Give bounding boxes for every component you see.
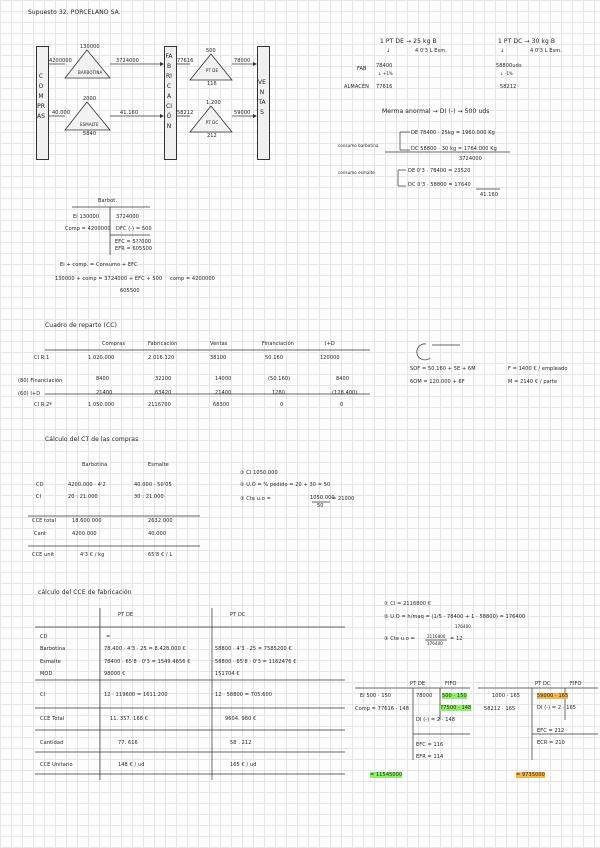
reparto-row-3-v1: 2116700	[148, 402, 171, 408]
fab-cu1: 148 € / ud	[118, 762, 145, 768]
fabricacion-label: FABRICACIÓN	[165, 53, 173, 130]
barbot-header: Barbot.	[98, 198, 118, 204]
reparto-row-0-v0: 1.020.000	[88, 355, 115, 361]
ptde-top: 500	[206, 48, 216, 54]
fab-barb1: 78.400 · 4'3 · 25 = 8.428.000 €	[104, 646, 186, 652]
cb-label: consumo barbotina	[338, 143, 379, 148]
reparto-row-0-v4: 120000	[320, 355, 340, 361]
compras-note3: ③ Cte u.o =	[240, 496, 271, 502]
cb-line1: DE 78400 · 25kg = 1960.000 Kg	[411, 130, 495, 136]
reparto-row-1-v3: (50.160)	[268, 376, 291, 382]
esmalte-label: ESMALTE	[80, 122, 99, 127]
ptdc-t-f1: 59000 · 165	[537, 693, 569, 699]
fab-ci-label: CI	[40, 692, 46, 698]
reparto-res1: F = 1400 € / empleado	[508, 366, 568, 372]
compras-note3-den: 50	[317, 503, 324, 509]
fab-calc-title: cálculo del CCE de fabricación	[38, 589, 132, 596]
barbotina-label: BARBOTINA	[78, 70, 103, 75]
fab-ct1: 11. 357. 168 €	[110, 716, 148, 722]
fab-mod-label: MOD	[40, 671, 53, 677]
ptdc-top: 1.200	[206, 100, 221, 106]
barbot-efc: EFC = 5??000	[115, 239, 152, 245]
fab-mod2: 151704 €	[215, 671, 240, 677]
reparto-row-0-v1: 2.016.120	[148, 355, 175, 361]
compras-cd1: 4200.000 · 4'2	[68, 482, 106, 488]
ptdc-t-comp: 58212 · 165	[484, 706, 516, 712]
barbot-efr: EFR = 605500	[115, 246, 153, 252]
ptdc-t-efc: EFC = 212	[537, 728, 565, 734]
compras-total2: 2632.000	[148, 518, 173, 524]
ratio-de-esm: 4 0'3 L Esm.	[415, 48, 447, 54]
alm-de: 77616	[376, 84, 393, 90]
reparto-row-2-v4: (128.400)	[332, 390, 358, 396]
barbot-comp: Comp = 4200000	[65, 226, 111, 232]
reparto-row-2-v0: 21400	[96, 390, 113, 396]
fab-mod1: 98000 €	[104, 671, 126, 677]
fab-cd-eq: =	[106, 634, 111, 640]
compras-total-label: CCE total	[32, 518, 57, 524]
alm-label: ALMACÉN	[344, 84, 369, 90]
fab-ct2: 9604. 980 €	[225, 716, 257, 722]
ptdc-left: 58212	[177, 110, 194, 116]
reparto-row-1-label: (80) Financiación	[18, 378, 63, 384]
reparto-row-1-v2: 14000	[215, 376, 232, 382]
fab-cant2: 58 . 212	[230, 740, 252, 746]
reparto-row-2-v2: 21400	[215, 390, 232, 396]
reparto-row-1-v4: 8400	[336, 376, 350, 382]
reparto-header-3: Financiación	[262, 341, 295, 347]
ptde-t-f1: 78000	[416, 693, 433, 699]
fab-cant1: 77. 616	[118, 740, 138, 746]
reparto-row-0-v3: 50.160	[265, 355, 284, 361]
reparto-row-2-v3: 1280	[272, 390, 286, 396]
ptdc-bottom: 212	[207, 133, 217, 139]
ptdc-triangle	[190, 106, 232, 132]
ptde-triangle	[190, 54, 232, 80]
reparto-row-0-label: CI R.1	[34, 355, 50, 361]
ptde-t-efc: EFC = 116	[416, 742, 444, 748]
compras-ci-label: CI	[36, 494, 42, 500]
reparto-row-3-v4: 0	[340, 402, 344, 408]
reparto-res2: M = 2140 € / parte	[508, 379, 558, 385]
ptde-right: 78000	[234, 58, 251, 64]
reparto-header-0: Compras	[102, 341, 126, 347]
fab-cu-label: CCE Unitario	[40, 762, 73, 768]
fab-ci1: 12 · 119600 = 1611.200	[104, 692, 168, 698]
ptdc-t-f2: DI (-) = 2 · 165	[537, 705, 577, 711]
barbot-formula1: Ei + comp. = Consumo + EFC	[60, 262, 138, 268]
ptdc-t-ei: 1000 · 165	[492, 693, 521, 699]
fab-note3-num: 2116800	[427, 634, 446, 639]
fab-barb2: 58800 · 4'3 · 25 = 7585200 €	[215, 646, 292, 652]
ptde-t-result: = 11545000	[370, 772, 403, 778]
reparto-eq2: 6OM = 120.000 + 6F	[410, 379, 465, 385]
compras-cant2: 40.000	[148, 531, 167, 537]
barbot-formula2: 130000 + comp = 3724000 + EFC + 500	[55, 276, 163, 282]
fab-esm-label: Esmalte	[40, 659, 61, 665]
ptdc-t-h1: PT DC	[535, 681, 551, 687]
esmalte-bottom: 5840	[83, 131, 97, 137]
fab-esm1: 78400 · 65'8 · 0'3 = 1549.4656 €	[104, 659, 191, 665]
reparto-header-1: Fabricación	[148, 341, 178, 347]
cb-total: 3724000	[459, 156, 482, 162]
barbot-formula3: 605500	[120, 288, 140, 294]
compras-note3-res: = 21000	[332, 496, 355, 502]
compras-total1: 18.600.000	[72, 518, 102, 524]
compras-h2: Esmalte	[148, 462, 169, 468]
barbot-ei-right: 3724000	[116, 214, 139, 220]
compras-cant1: 4200.000	[72, 531, 97, 537]
barbotina-top: 130000	[80, 44, 100, 50]
compras-label: COMPRAS	[37, 73, 45, 120]
compras-unit1: 4'3 € / kg	[80, 552, 105, 558]
fab-note1: ① CI = 2116800 €	[384, 601, 432, 607]
page-title: Supuesto 32. PORCELANO SA.	[28, 9, 121, 16]
reparto-row-3-v3: 0	[280, 402, 284, 408]
ce-label: consumo esmalte	[338, 170, 375, 175]
fab-label: FAB	[357, 66, 367, 72]
esmalte-left: 40.000	[52, 110, 71, 116]
compras-unit2: 65'8 € / L	[148, 552, 173, 558]
ratio-dc: 1 PT DC → 30 kg B	[498, 38, 556, 45]
fab-dc-sub: ↓ -1%	[500, 71, 513, 76]
ce-total: 41.160	[480, 192, 499, 198]
fab-note2b: 176400	[455, 624, 471, 629]
fab-cant-label: Cantidad	[40, 740, 64, 746]
ptde-left: 77616	[177, 58, 194, 64]
barbotina-left: 4200000	[49, 58, 72, 64]
fab-note2: ② U.O = h/maq = (1/5 · 78400 + 1 · 58800) = 176400	[384, 614, 526, 620]
fab-note3-res: = 12	[450, 636, 463, 642]
ptde-label: PT DE	[205, 68, 219, 73]
ptde-t-comp: Comp = 77616 · 148	[355, 706, 409, 712]
reparto-row-3-v2: 68300	[213, 402, 230, 408]
compras-h1: Barbotina	[82, 462, 108, 468]
fab-cu2: 165 € / ud	[230, 762, 257, 768]
compras-ci1: 20 : 21.000	[68, 494, 98, 500]
compras-cd2: 40.000 · 50'05	[134, 482, 172, 488]
compras-note3-num: 1050.000	[310, 495, 335, 501]
ventas-label: VENTAS	[258, 79, 266, 116]
fab-note3-den: 176400	[427, 641, 443, 646]
ratio-dc-esm: 4 0'3 L Esm.	[530, 48, 562, 54]
reparto-row-3-label: CI R.2ª	[34, 402, 52, 408]
ptde-bottom: 116	[207, 81, 217, 87]
fab-h2: PT DC	[230, 612, 246, 618]
ptdc-t-efr: ECR = 210	[537, 740, 565, 746]
esmalte-right: 41.160	[120, 110, 139, 116]
barbot-formula2b: comp = 4200000	[170, 276, 215, 282]
reparto-row-2-v1: 63420	[155, 390, 172, 396]
cb-line2: DC 58800 · 30 kg = 1764.000 Kg	[411, 146, 497, 152]
fab-barb-label: Barbotina	[40, 646, 66, 652]
ptde-t-efr: EFR = 114	[416, 754, 444, 760]
fab-dc: 58800uds	[496, 63, 522, 69]
compras-note1: ① CI 1050.000	[240, 470, 278, 476]
compras-calc-title: Cálculo del CT de las compras	[45, 436, 139, 443]
barbotina-right: 3724000	[116, 58, 139, 64]
ptdc-right: 59000	[234, 110, 251, 116]
fab-note3: ③ Cte u.o =	[384, 636, 415, 642]
alm-dc: 58212	[500, 84, 517, 90]
reparto-row-2-label: (60) I+D	[18, 391, 41, 397]
compras-note2: ② U.O = % pedido = 20 + 30 = 50	[240, 482, 331, 488]
fab-h1: PT DE	[118, 612, 134, 618]
ptde-t-f2: 77500 · 148	[440, 705, 472, 711]
reparto-row-3-v0: 1.050.000	[88, 402, 115, 408]
reparto-eq1: SOF = 50.160 + 5E + 6M	[410, 366, 476, 372]
ptdc-t-h2: FIFO	[570, 681, 582, 687]
ptde-t-f1b: 500 · 150	[442, 693, 467, 699]
compras-cant-label: Cant	[34, 531, 47, 537]
ratio-dc-arrow: ↓	[500, 48, 505, 54]
compras-unit-label: CCE unit	[32, 552, 55, 558]
ptde-t-di: DI (-) = 2 · 148	[416, 717, 456, 723]
fab-ct-label: CCE Total	[40, 716, 65, 722]
reparto-title: Cuadro de reparto (CC)	[45, 322, 117, 329]
merma-note: Merma anormal → DI (-) → 500 uds	[382, 108, 490, 115]
ce-line1: DE 0'3 · 78400 = 23520	[408, 168, 471, 174]
ptdc-t-result: = 9735000	[516, 772, 545, 778]
reparto-row-0-v2: 38100	[210, 355, 227, 361]
reparto-row-1-v0: 8400	[96, 376, 110, 382]
fab-de: 78400	[376, 63, 393, 69]
fab-esm2: 58800 · 65'8 · 0'3 = 1162476 €	[215, 659, 297, 665]
fab-de-sub: ↓ +1%	[378, 71, 393, 76]
reparto-row-1-v1: 32100	[155, 376, 172, 382]
compras-ci2: 30 : 21.000	[134, 494, 164, 500]
reparto-header-2: Ventas	[210, 341, 228, 347]
ptde-t-h2: FIFO	[445, 681, 457, 687]
reparto-header-4: I+D	[325, 341, 335, 347]
barbot-ei: Ei 130000	[73, 214, 100, 220]
ptdc-label: PT DC	[205, 120, 219, 125]
barbot-dfc: DFC (-) = 500	[116, 226, 152, 232]
esmalte-top: 2000	[83, 96, 97, 102]
compras-cd-label: CD	[36, 482, 44, 488]
fab-ci2: 12 · 58800 = 705.600	[215, 692, 273, 698]
ratio-de: 1 PT DE → 25 kg B	[380, 38, 437, 45]
ptde-t-ei: Ei 500 · 150	[360, 693, 392, 699]
ratio-de-arrow: ↓	[386, 48, 391, 54]
ptde-t-h1: PT DE	[410, 681, 426, 687]
fab-cd-label: CD	[40, 634, 48, 640]
ce-line2: DC 0'3 · 58800 = 17640	[408, 182, 471, 188]
